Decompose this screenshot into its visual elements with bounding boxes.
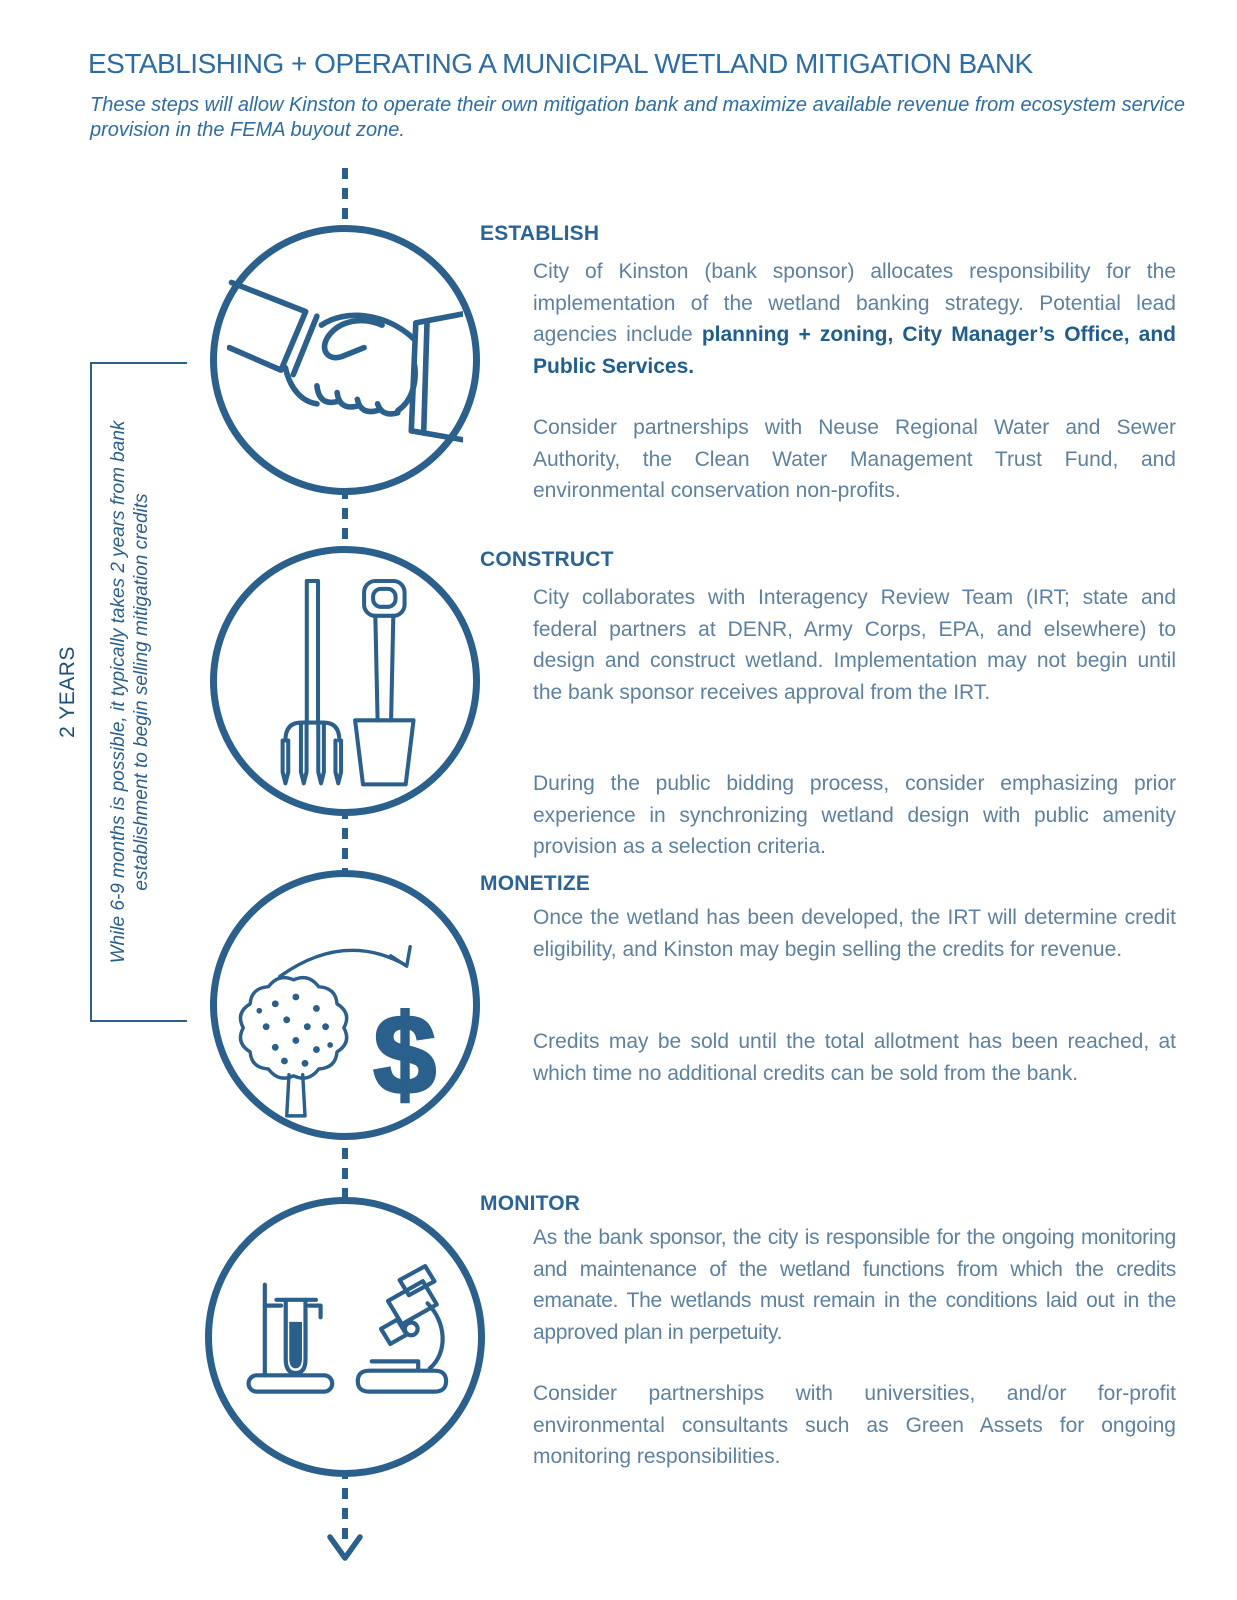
step-heading-establish: ESTABLISH: [480, 222, 600, 245]
construct-paragraph-1: City collaborates with Interagency Review Team (IRT; state and federal partners at DENR, Army Corps, EPA, and elsewhere) to design and construct wetland. Implementation may not begin until the bank sponsor receives approval from the IRT.: [533, 586, 1176, 704]
lab-test-microscope-icon: [223, 1215, 467, 1459]
page-subtitle: These steps will allow Kinston to operate their own mitigation bank and maximize available revenue from ecosystem service provision in the FEMA buyout zone.: [90, 94, 1185, 141]
step-circle-monitor: [205, 1197, 485, 1477]
paragraph-text: City of Kinston (bank sponsor) allocates responsibility for the implementation of the wetland banking strategy. Potential lead agencies include: [533, 260, 1176, 346]
arrow-down-icon: [326, 1534, 364, 1562]
monitor-paragraph-2: Consider partnerships with universities, and/or for-profit environmental consultants such as Green Assets for ongoing monitoring responsibilities.: [533, 1382, 1176, 1468]
handshake-icon: [227, 242, 463, 478]
monitor-paragraph-1: As the bank sponsor, the city is responsible for the ongoing monitoring and maintenance of the wetland functions from which the credits emanate. The wetlands must remain in the conditions laid out in the approved plan in perpetuity.: [533, 1226, 1176, 1344]
two-years-label: 2 YEARS: [56, 646, 79, 738]
step-circle-monetize: [210, 870, 480, 1140]
step-heading-monetize: MONETIZE: [480, 872, 591, 895]
paragraph-bold-text: planning + zoning, City Manager’s Office, and Public Services.: [533, 323, 1176, 378]
establish-paragraph-1: [533, 256, 1176, 382]
establish-paragraph-2: Consider partnerships with Neuse Regional Water and Sewer Authority, the Clean Water Management Trust Fund, and environmental conservation non-profits.: [533, 416, 1176, 502]
step-heading-monitor: MONITOR: [480, 1192, 581, 1215]
svg-text:$: $: [373, 992, 436, 1117]
two-years-note: While 6-9 months is possible, it typically takes 2 years from bank establishment to begin selling mitigation credits: [108, 420, 152, 964]
monetize-paragraph-2: Credits may be sold until the total allotment has been reached, at which time no additional credits can be sold from the bank.: [533, 1030, 1176, 1085]
page-title: ESTABLISHING + OPERATING A MUNICIPAL WETLAND MITIGATION BANK: [88, 48, 1033, 79]
construct-paragraph-2: During the public bidding process, consider emphasizing prior experience in synchronizing wetland design with public amenity provision as a selection criteria.: [533, 772, 1176, 858]
pitchfork-spade-icon: [227, 563, 463, 799]
tree-dollar-icon: [225, 885, 465, 1125]
step-circle-establish: [210, 225, 480, 495]
monetize-paragraph-1: Once the wetland has been developed, the IRT will determine credit eligibility, and Kinston may begin selling the credits for revenue.: [533, 906, 1176, 961]
step-heading-construct: CONSTRUCT: [480, 548, 614, 571]
step-circle-construct: [210, 546, 480, 816]
